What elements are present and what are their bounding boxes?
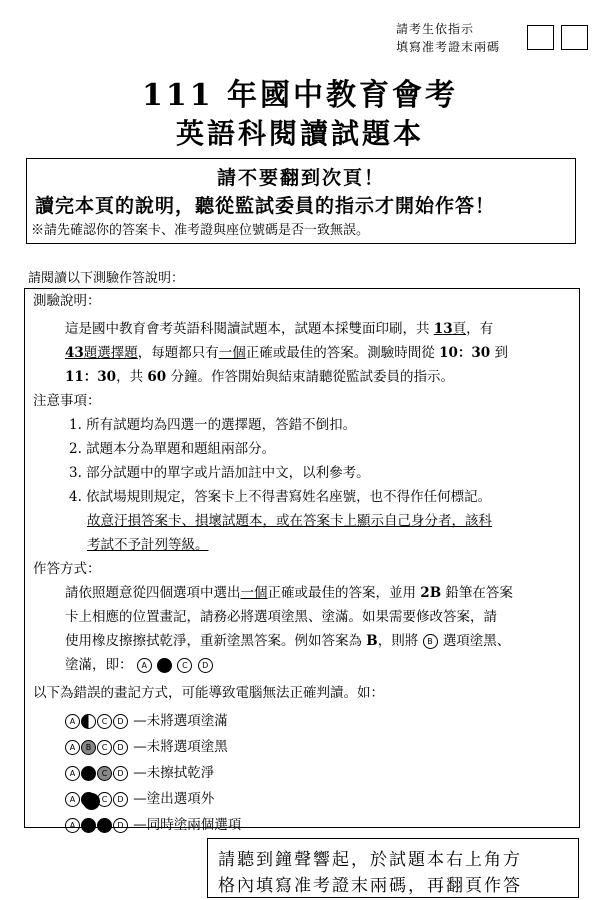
page-subtitle: 英語科閱讀試題本	[175, 117, 424, 150]
corner-line-1: 請考生依指示	[396, 22, 475, 36]
warning-line-2: 讀完本頁的說明，聽從監試委員的指示才開始作答！	[35, 195, 496, 217]
warning-line-1: 請不要翻到次頁！	[216, 167, 385, 189]
wrong-example-5: A D —同時塗兩個選項	[65, 813, 241, 833]
answer-line-1: 請依照題意從四個選項中選出一個正確或最佳的答案，並用 2B 鉛筆在答案	[65, 585, 513, 601]
bubble-d: D	[113, 740, 128, 755]
bubble-a: A	[65, 714, 80, 729]
bubble-b-half-filled	[81, 714, 96, 729]
bubble-d: D	[198, 658, 213, 673]
answer-line-2: 卡上相應的位置畫記，請務必將選項塗黑、塗滿。如果需要修改答案，請	[65, 609, 497, 625]
note-1: 1. 所有試題均為四選一的選擇題，答錯不倒扣。	[69, 417, 357, 433]
wrong-example-3: A C D —未擦拭乾淨	[65, 761, 214, 781]
bubble-b-example: B	[423, 634, 438, 649]
section-heading-test: 測驗說明：	[33, 293, 101, 309]
bubble-c: C	[177, 658, 192, 673]
note-4-warning-1: 故意汙損答案卡、損壞試題本，或在答案卡上顯示自己身分者，該科	[87, 513, 492, 529]
bubble-a: A	[137, 658, 152, 673]
intro-text: 請閱讀以下測驗作答說明：	[28, 271, 185, 286]
wrong-example-1: A C D —未將選項塗滿	[65, 709, 228, 729]
test-desc-line-3: 11：30，共 60 分鐘。作答開始與結束請聽從監試委員的指示。	[65, 369, 454, 385]
page-title: 111 年國中教育會考	[141, 78, 459, 113]
bubble-c-filled	[97, 818, 112, 833]
bubble-b-filled	[81, 766, 96, 781]
bubble-a: A	[65, 740, 80, 755]
warning-box	[26, 158, 576, 244]
wrong-marking-heading: 以下為錯誤的畫記方式，可能導致電腦無法正確判讀。如：	[33, 685, 384, 701]
bubble-d: D	[113, 818, 128, 833]
bubble-c: C	[97, 714, 112, 729]
answer-line-3: 使用橡皮擦擦拭乾淨，重新塗黑答案。例如答案為 B，則將 B 選項塗黑、	[65, 633, 511, 649]
note-4: 4. 依試場規則規定，答案卡上不得書寫姓名座號，也不得作任何標記。	[69, 489, 492, 505]
bubble-d: D	[113, 792, 128, 807]
bubble-d: D	[113, 766, 128, 781]
bubble-a: A	[65, 818, 80, 833]
test-desc-line-1: 這是國中教育會考英語科閱讀試題本，試題本採雙面印刷，共 13頁，有	[65, 321, 494, 337]
bubble-a: A	[65, 766, 80, 781]
answer-line-4: 塗滿，即： A C D	[65, 655, 214, 675]
bubble-a: A	[65, 792, 80, 807]
id-digit-box-2[interactable]	[561, 25, 588, 50]
wrong-example-4: A C D —塗出選項外	[65, 787, 214, 807]
bubble-c-smudged: C	[97, 766, 112, 781]
bubble-b-filled	[157, 658, 172, 673]
section-heading-notes: 注意事項：	[33, 393, 101, 409]
instructions-box	[24, 288, 580, 833]
note-2: 2. 試題本分為單題和題組兩部分。	[69, 441, 276, 457]
footer-instruction-box	[207, 838, 579, 898]
bubble-c: C	[97, 740, 112, 755]
warning-line-3: ※請先確認你的答案卡、准考證與座位號碼是否一致無誤。	[31, 223, 370, 238]
bubble-b-filled	[81, 818, 96, 833]
bubble-d: D	[113, 714, 128, 729]
footer-line-2: 格內填寫准考證末兩碼，再翻頁作答	[218, 876, 522, 896]
corner-instruction	[396, 20, 500, 56]
note-4-warning-2: 考試不予計列等級。	[87, 537, 209, 553]
bubble-c: C	[97, 792, 112, 807]
test-desc-line-2: 43題選擇題，每題都只有一個正確或最佳的答案。測驗時間從 10：30 到	[65, 345, 508, 361]
id-digit-box-1[interactable]	[527, 25, 554, 50]
corner-line-2: 填寫准考證末兩碼	[396, 40, 501, 54]
section-heading-answer: 作答方式：	[33, 561, 101, 577]
note-3: 3. 部分試題中的單字或片語加註中文，以利參考。	[69, 465, 370, 481]
bubble-b-light: B	[81, 740, 96, 755]
wrong-example-2: A B C D —未將選項塗黑	[65, 735, 228, 755]
bubble-b-overfilled	[81, 792, 96, 807]
footer-line-1: 請聽到鐘聲響起，於試題本右上角方	[218, 850, 522, 870]
